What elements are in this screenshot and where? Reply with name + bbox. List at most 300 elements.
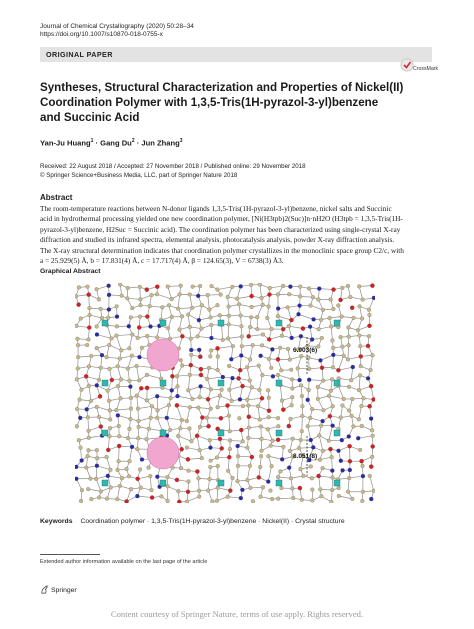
bond-line (119, 446, 120, 461)
nickel-atom (276, 380, 282, 386)
atom (136, 436, 140, 440)
atom (208, 355, 212, 359)
nickel-atom (276, 480, 282, 486)
atom (366, 376, 370, 380)
atom (170, 315, 174, 319)
atom (195, 434, 199, 438)
atom (145, 288, 149, 292)
atom (227, 314, 231, 318)
atom (216, 288, 220, 292)
atom (84, 374, 88, 378)
atom (310, 488, 314, 492)
atom (307, 388, 311, 392)
author-name[interactable]: Yan-Ju Huang (40, 138, 91, 148)
nickel-atom (102, 430, 108, 436)
atom (228, 447, 232, 451)
bond-line (370, 476, 374, 491)
atom (207, 366, 211, 370)
atom (147, 427, 151, 431)
atom (128, 379, 132, 383)
atom (108, 367, 112, 371)
atom (75, 477, 78, 481)
atom (267, 292, 271, 296)
atom (129, 396, 133, 400)
atom (357, 284, 361, 288)
atom (218, 313, 222, 317)
atom (110, 378, 114, 382)
atom (116, 468, 120, 472)
atom (205, 377, 209, 381)
atom (155, 285, 159, 289)
bond-line (371, 355, 373, 370)
atom (260, 437, 264, 441)
atom (266, 427, 270, 431)
atom (231, 476, 235, 480)
atom (316, 397, 320, 401)
atom (300, 429, 304, 433)
abstract-line: diffraction and studied its infrared spectra, elemental analysis, photocatalysis analysis, powder X-ray diffraction analysis. (40, 235, 395, 245)
atom (352, 424, 356, 428)
atom (245, 365, 249, 369)
atom (155, 416, 159, 420)
bond-line (348, 478, 349, 492)
nickel-atom (102, 480, 108, 486)
abstract-line: The X-ray structural determination indicates that coordination polymer crystallizes in the monoclinic space group C2/c, with (40, 245, 404, 255)
atom (226, 295, 230, 299)
atom (240, 324, 244, 328)
atom (317, 474, 321, 478)
atom (237, 416, 241, 420)
atom (328, 316, 332, 320)
atom (372, 489, 375, 493)
atom (220, 388, 224, 392)
atom (297, 446, 301, 450)
footnote: Extended author information available on the last page of the article (40, 559, 208, 565)
atom (116, 384, 120, 388)
atom (329, 500, 333, 503)
atom (240, 384, 244, 388)
atom (77, 303, 81, 307)
atom (346, 490, 350, 494)
atom (362, 396, 366, 400)
bond-line (358, 436, 372, 439)
atom (139, 303, 143, 307)
atom (245, 446, 249, 450)
abstract-line: pyrazol-3-yl)benzene, H2Suc = Succinic acid). The coordination polymer has been characterized using single-crystal X-ray (40, 224, 401, 234)
atom (196, 294, 200, 298)
bond-line (138, 406, 152, 408)
atom (87, 436, 91, 440)
nickel-atom (218, 480, 224, 486)
atom (336, 304, 340, 308)
bond-line (147, 375, 161, 379)
doi-link[interactable]: https://doi.org/10.1007/s10870-018-0755-x (40, 31, 163, 38)
atom (319, 494, 323, 498)
atom (331, 476, 335, 480)
atom (209, 349, 213, 353)
atom (186, 457, 190, 461)
atom (340, 286, 344, 290)
bond-line (137, 366, 140, 380)
atom (229, 357, 233, 361)
atom (270, 327, 274, 331)
atom (185, 446, 189, 450)
atom (176, 434, 180, 438)
atom (247, 415, 251, 419)
bond-line (299, 314, 314, 319)
atom (187, 469, 191, 473)
atom (80, 458, 84, 462)
atom (166, 326, 170, 330)
atom (235, 297, 239, 301)
atom (370, 428, 374, 432)
atom (86, 285, 90, 289)
atom (346, 358, 350, 362)
atom (267, 415, 271, 419)
atom (220, 446, 224, 450)
atom (332, 307, 336, 311)
bond-line (199, 305, 202, 320)
atom (87, 293, 91, 297)
atom (180, 447, 184, 451)
atom (297, 312, 301, 316)
atom (175, 394, 179, 398)
bond-line (157, 294, 172, 299)
atom (190, 439, 194, 443)
bond-line (129, 335, 132, 349)
atom (360, 424, 364, 428)
atom (299, 467, 303, 471)
atom (118, 283, 122, 286)
atom (347, 476, 351, 480)
atom (371, 434, 375, 438)
nickel-atom (218, 380, 224, 386)
atom (329, 389, 333, 393)
atom (179, 284, 183, 288)
atom (75, 377, 79, 381)
atom (108, 426, 112, 430)
atom (189, 353, 193, 357)
atom (185, 419, 189, 423)
bond-line (157, 418, 162, 431)
atom (155, 394, 159, 398)
atom (281, 408, 285, 412)
atom (145, 373, 149, 377)
atom (155, 475, 159, 479)
atom (145, 334, 149, 338)
atom (137, 325, 141, 329)
atom (271, 439, 275, 443)
atom (340, 438, 344, 442)
atom (130, 445, 134, 449)
bond-line (257, 305, 262, 317)
atom (255, 315, 259, 319)
atom (230, 285, 234, 289)
atom (267, 409, 271, 413)
atom (215, 456, 219, 460)
atom (135, 447, 139, 451)
atom (148, 474, 152, 478)
atom (299, 354, 303, 358)
atom (317, 434, 321, 438)
atom (259, 425, 263, 429)
atom (227, 322, 231, 326)
atom (276, 307, 280, 311)
atom (291, 437, 295, 441)
atom (128, 385, 132, 389)
atom (115, 315, 119, 319)
atom (105, 497, 109, 501)
atom (219, 293, 223, 297)
atom (216, 405, 220, 409)
atom (155, 292, 159, 296)
atom (80, 388, 84, 392)
nickel-atom (334, 380, 340, 386)
atom (105, 455, 109, 459)
atom (77, 438, 81, 442)
atom (350, 306, 354, 310)
atom (100, 353, 104, 357)
atom (290, 395, 294, 399)
atom (267, 396, 271, 400)
atom (216, 355, 220, 359)
atom (189, 363, 193, 367)
atom (321, 466, 325, 470)
atom (197, 476, 201, 480)
atom (208, 477, 212, 481)
courtesy-notice: Content courtesy of Springer Nature, terms of use apply. Rights reserved. (110, 609, 364, 619)
atom (216, 486, 220, 490)
atom (107, 343, 111, 347)
void-sphere (147, 339, 179, 371)
atom (247, 334, 251, 338)
atom (95, 383, 99, 387)
bond-line (237, 466, 238, 481)
atom (190, 306, 194, 310)
atom (109, 468, 113, 472)
atom (327, 439, 331, 443)
atom (87, 338, 91, 342)
atom (311, 445, 315, 449)
atom (215, 346, 219, 350)
abstract-line: The room-temperature reactions between N-donor ligands 1,3,5-Tris(1H-pyrazol-3-yl)benzene, nickel salts and Succinic (40, 204, 392, 213)
atom (358, 448, 362, 452)
atom (75, 465, 78, 469)
atom (331, 287, 335, 291)
atom (161, 386, 165, 390)
bond-line (107, 325, 111, 338)
atom (117, 424, 121, 428)
author-separator: · (134, 138, 142, 148)
atom (280, 486, 284, 490)
bond-line (118, 366, 121, 379)
atom (188, 325, 192, 329)
atom (79, 317, 83, 321)
bond-line (108, 476, 122, 478)
atom (115, 324, 119, 328)
atom (307, 378, 311, 382)
atom (321, 449, 325, 453)
atom (347, 409, 351, 413)
atom (310, 337, 314, 341)
abstract-line: acid in hydrothermal processing yielded one new coordination polymer, [Ni(H3tpb)2(Suc)]n·nH2O (H3tpb = 1,3,5-Tris(1H- (40, 214, 403, 224)
atom (276, 293, 280, 297)
atom (331, 353, 335, 357)
atom (95, 405, 99, 409)
distance-label-top: 6.903(6) (293, 347, 318, 354)
atom (331, 339, 335, 343)
atom (300, 414, 304, 418)
atom (226, 469, 230, 473)
author-name[interactable]: Gang Du (100, 138, 132, 148)
atom (359, 364, 363, 368)
atom (206, 293, 210, 297)
atom (137, 419, 141, 423)
atom (216, 464, 220, 468)
atom (227, 388, 231, 392)
atom (291, 487, 295, 491)
atom (280, 334, 284, 338)
atom (95, 456, 99, 460)
atom (187, 427, 191, 431)
atom (188, 405, 192, 409)
atom (167, 303, 171, 307)
author-name[interactable]: Jun Zhang (141, 138, 180, 148)
atom (197, 489, 201, 493)
atom (116, 413, 120, 417)
atom (298, 304, 302, 308)
author-separator: · (93, 138, 101, 148)
bond-line (280, 385, 282, 401)
atom (276, 416, 280, 420)
section-label: ORIGINAL PAPER (40, 47, 432, 62)
atom (106, 474, 110, 478)
atom (167, 403, 171, 407)
graphical-abstract-heading: Graphical Abstract (40, 268, 101, 275)
atom (227, 305, 231, 309)
atom (341, 468, 345, 472)
nickel-atom (334, 320, 340, 326)
atom (89, 477, 93, 481)
atom (150, 488, 154, 492)
atom (350, 397, 354, 401)
atom (298, 378, 302, 382)
atom (166, 484, 170, 488)
atom (288, 358, 292, 362)
atom (227, 364, 231, 368)
atom (230, 376, 234, 380)
bond-line (178, 294, 180, 308)
atom (188, 293, 192, 297)
atom (340, 345, 344, 349)
atom (155, 336, 159, 340)
atom (221, 375, 225, 379)
atom (278, 346, 282, 350)
crystal-structure-figure (75, 283, 375, 503)
atom (206, 397, 210, 401)
atom (95, 448, 99, 452)
title-line: and Succinic Acid (40, 111, 140, 124)
atom (128, 427, 132, 431)
atom (228, 429, 232, 433)
atom (198, 395, 202, 399)
atom (209, 316, 213, 320)
atom (300, 394, 304, 398)
atom (178, 293, 182, 297)
bond-line (150, 476, 151, 490)
atom (288, 285, 292, 289)
atom (361, 490, 365, 494)
atom (196, 335, 200, 339)
atom (287, 324, 291, 328)
atom (337, 449, 341, 453)
atom (180, 314, 184, 318)
nickel-atom (160, 380, 166, 386)
atom (86, 454, 90, 458)
atom (245, 398, 249, 402)
atom (358, 304, 362, 308)
atom (199, 367, 203, 371)
atom (99, 307, 103, 311)
atom (198, 284, 202, 288)
author-affiliation: 2 (131, 138, 135, 144)
atom (208, 465, 212, 469)
atom (108, 408, 112, 412)
atom (176, 385, 180, 389)
atom (269, 444, 273, 448)
atom (358, 373, 362, 377)
atom (357, 388, 361, 392)
nickel-atom (218, 320, 224, 326)
atom (347, 335, 351, 339)
nickel-atom (160, 320, 166, 326)
atom (94, 477, 98, 481)
atom (166, 285, 170, 289)
atom (107, 284, 111, 288)
atom (76, 343, 80, 347)
atom (117, 434, 121, 438)
atom (225, 403, 229, 407)
atom (330, 488, 334, 492)
atom (299, 438, 303, 442)
atom (148, 304, 152, 308)
bond-line (178, 436, 191, 441)
atom (330, 469, 334, 473)
atom (88, 313, 92, 317)
atom (281, 284, 285, 288)
atom (216, 303, 220, 307)
atom (145, 386, 149, 390)
atom (348, 468, 352, 472)
atom (347, 343, 351, 347)
atom (319, 424, 323, 428)
atom (218, 394, 222, 398)
atom (216, 368, 220, 372)
atom (87, 448, 91, 452)
atom (105, 355, 109, 359)
atom (118, 357, 122, 361)
atom (286, 347, 290, 351)
atom (261, 303, 265, 307)
atom (331, 346, 335, 350)
atom (150, 293, 154, 297)
atom (115, 305, 119, 309)
atom (248, 325, 252, 329)
atom (177, 500, 181, 503)
atom (145, 437, 149, 441)
atom (176, 489, 180, 493)
atom (186, 490, 190, 494)
